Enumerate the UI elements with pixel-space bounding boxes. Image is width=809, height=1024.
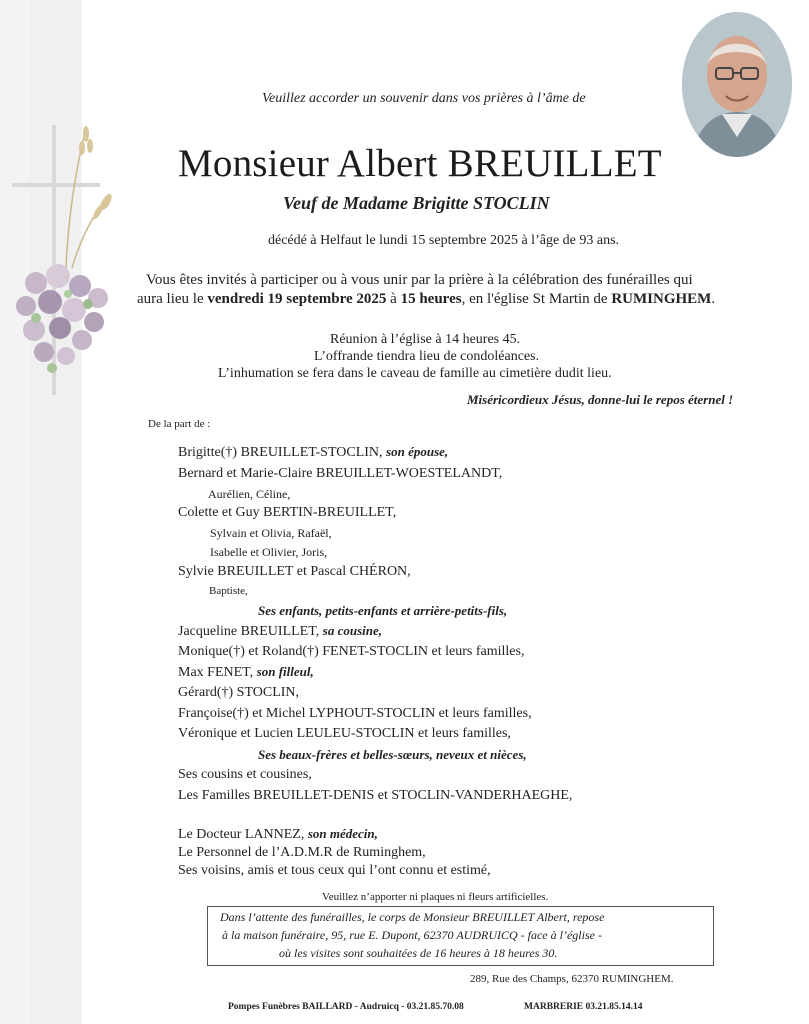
doctor-line: Le Docteur LANNEZ, son médecin, (178, 826, 378, 842)
notice-line-3: où les visites sont souhaitées de 16 heures à 18 heures 30. (279, 946, 558, 960)
family-line: Baptiste, (209, 585, 248, 597)
wheat-and-roses-icon (6, 118, 118, 388)
family-line: Jacqueline BREUILLET, sa cousine, (178, 623, 382, 639)
funeral-date: vendredi 19 septembre 2025 (207, 291, 387, 307)
family-line: Françoise(†) et Michel LYPHOUT-STOCLIN et leurs familles, (178, 706, 532, 721)
family-group-label: Ses enfants, petits-enfants et arrière-petits-fils, (258, 603, 508, 618)
marble-works-contact: MARBRERIE 03.21.85.14.14 (524, 1002, 643, 1012)
deceased-name: Monsieur Albert BREUILLET (178, 142, 662, 185)
offering-note: L’offrande tiendra lieu de condoléances. (314, 349, 540, 364)
family-line: Aurélien, Céline, (208, 487, 291, 501)
family-line: Bernard et Marie-Claire BREUILLET-WOESTELANDT, (178, 466, 503, 481)
invitation-line-1: Vous êtes invités à participer ou à vous unir par la prière à la célébration des funérailles qui (146, 272, 693, 288)
invitation-line-2: aura lieu le vendredi 19 septembre 2025 à 15 heures, en l'église St Martin de RUMINGHEM. (137, 291, 716, 307)
meeting-time: Réunion à l’église à 14 heures 45. (330, 332, 521, 347)
admr-line: Le Personnel de l’A.D.M.R de Ruminghem, (178, 845, 426, 860)
family-line: Les Familles BREUILLET-DENIS et STOCLIN-VANDERHAEGHE, (178, 788, 573, 803)
family-line: Isabelle et Olivier, Joris, (210, 545, 328, 559)
family-line: Colette et Guy BERTIN-BREUILLET, (178, 505, 397, 520)
family-line: Monique(†) et Roland(†) FENET-STOCLIN et leurs familles, (178, 644, 525, 659)
deceased-portrait-photo (682, 12, 792, 157)
intro-text: Veuillez accorder un souvenir dans vos prières à l’âme de (262, 91, 586, 106)
neighbours-line: Ses voisins, amis et tous ceux qui l’ont connu et estimé, (178, 863, 491, 878)
burial-note: L’inhumation se fera dans le caveau de famille au cimetière dudit lieu. (218, 366, 612, 381)
family-line: Sylvie BREUILLET et Pascal CHÉRON, (178, 564, 411, 579)
family-line: Gérard(†) STOCLIN, (178, 685, 300, 700)
widower-line: Veuf de Madame Brigitte STOCLIN (283, 193, 550, 213)
notice-line-2: à la maison funéraire, 95, rue E. Dupont, 62370 AUDRUICQ - face à l’église - (222, 928, 602, 942)
prayer-line: Miséricordieux Jésus, donne-lui le repos éternel ! (467, 392, 734, 407)
death-details: décédé à Helfaut le lundi 15 septembre 2025 à l’âge de 93 ans. (268, 233, 620, 248)
funeral-director-contact: Pompes Funèbres BAILLARD - Audruicq - 03.21.85.70.08 (228, 1002, 464, 1012)
from-label: De la part de : (148, 418, 211, 430)
family-line: Max FENET, son filleul, (178, 664, 314, 680)
family-line: Ses cousins et cousines, (178, 767, 312, 782)
family-line: Sylvain et Olivia, Rafaël, (210, 526, 332, 540)
no-flowers-note: Veuillez n’apporter ni plaques ni fleurs artificielles. (322, 891, 549, 903)
family-line: Véronique et Lucien LEULEU-STOCLIN et leurs familles, (178, 726, 511, 741)
notice-line-1: Dans l’attente des funérailles, le corps de Monsieur BREUILLET Albert, repose (220, 910, 605, 924)
funeral-time: 15 heures (400, 291, 462, 307)
family-address: 289, Rue des Champs, 62370 RUMINGHEM. (470, 973, 674, 985)
family-group-label: Ses beaux-frères et belles-sœurs, neveux et nièces, (258, 747, 527, 762)
funeral-place: RUMINGHEM (611, 291, 712, 307)
family-line: Brigitte(†) BREUILLET-STOCLIN, son épouse, (178, 444, 449, 460)
